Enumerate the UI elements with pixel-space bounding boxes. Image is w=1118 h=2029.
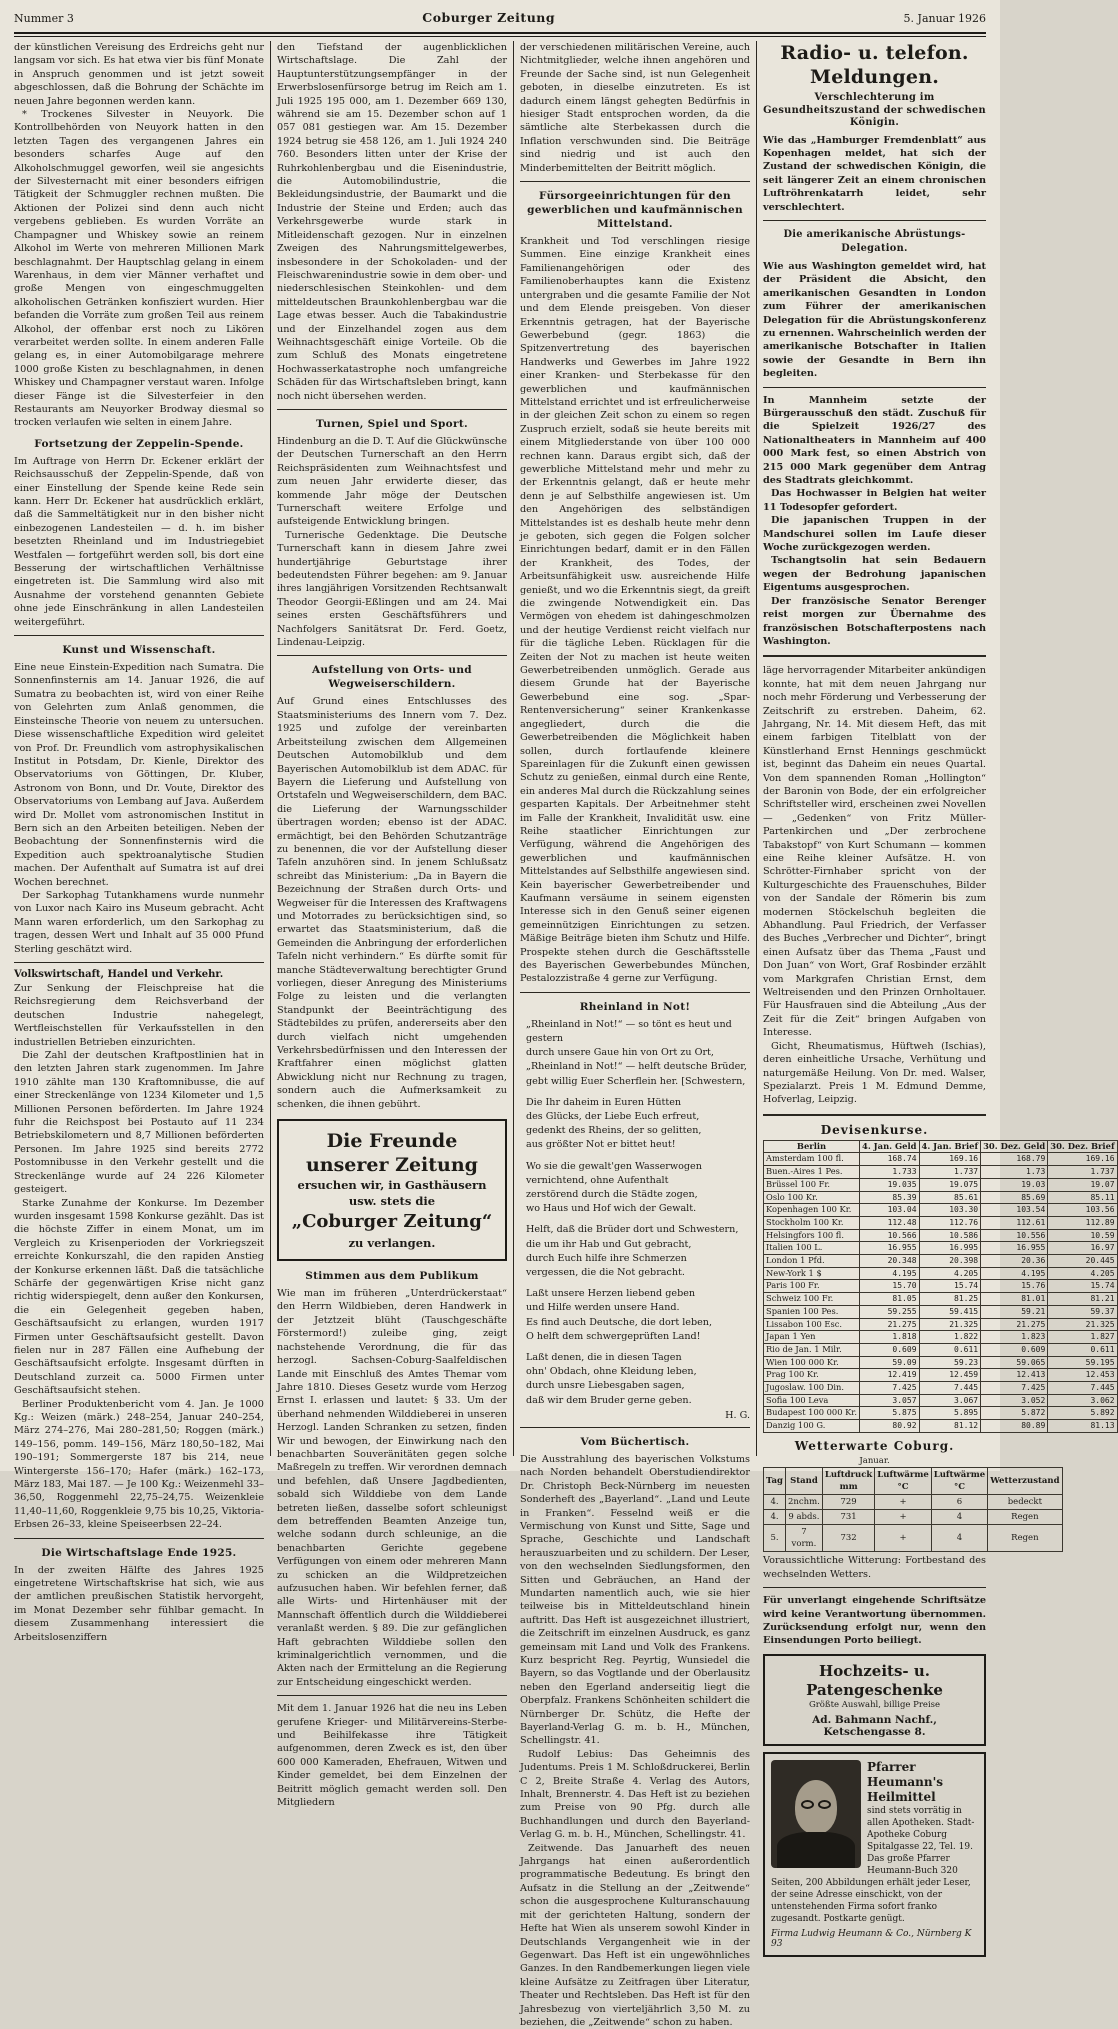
weather-header-cell: Luftdruck mm — [822, 1468, 874, 1495]
article-intro: der künstlichen Vereisung des Erdreichs geht nur langsam vor sich. Es hat etwa vier bis fünf Monate in Anspruch genommen und ist jetzt soweit abgeschlossen, daß die Bohrung der Schächte im neuen Jahre begonnen werden kann. — [14, 42, 264, 107]
divider — [763, 1587, 986, 1588]
fx-rate: 1.827 — [1048, 1331, 1117, 1344]
weather-header-cell: Luftwärme °C — [931, 1468, 987, 1495]
weather-month: Januar. — [859, 1455, 890, 1466]
fx-rate: 4.205 — [1048, 1267, 1117, 1280]
weather-cell: 7 vorm. — [785, 1525, 822, 1552]
divider — [520, 181, 750, 182]
fx-rate: 81.13 — [1048, 1420, 1117, 1433]
poem-line: vergessen, die die Not gebracht. — [525, 1267, 685, 1279]
stanza-gap — [526, 1089, 750, 1096]
fx-rate: 1.822 — [919, 1331, 981, 1344]
article-kraftpost: Die Zahl der deutschen Kraftpostlinien hat in den letzten Jahren stark zugenommen. Im Jahre 1910 zählte man 130 Kraftomnibusse, die auf einer Streckenlänge von 1234 Kilometer und 1,5 Millionen Personen beförderten. Im Jahre 1924 fuhr die Reichspost bei Postauto auf 11 234 Betriebskilometern und 8,7 Millionen beförderten Personen. Im Jahre 1925 sind bereits 2772 Postomnibusse in den Verkehr gestellt und die Streckenlänge wurde auf 24 226 Kilometer gesteigert. — [14, 1050, 264, 1196]
column-4 — [757, 41, 1115, 1950]
fx-rate: 1.823 — [981, 1331, 1048, 1344]
radio-news-title: Radio- u. telefon. Meldungen. — [780, 42, 969, 88]
article-sterbekasse: Mit dem 1. Januar 1926 hat die neu ins Leben gerufene Krieger- und Militärvereins-Sterbe- und Beihilfekasse ihre Tätigkeit aufgenommen, deren Zweck es ist, den über 600 000 Kameraden, Ehefrauen, Witwen und Kinder gemeldet, bei dem Einzelnen der Beitritt möglich gemacht werden soll. Den Mitgliedern — [276, 1703, 507, 1809]
poem-line: zerstörend durch die Städte zogen, — [525, 1189, 698, 1201]
fx-rate: 15.76 — [981, 1280, 1048, 1293]
weather-header-cell: Luftwärme °C — [875, 1468, 931, 1495]
fx-row — [764, 1318, 1118, 1331]
issue-date: 5. Januar 1926 — [903, 12, 986, 25]
heading-kunst: Kunst und Wissenschaft. — [62, 644, 216, 657]
weather-cell: 6 — [931, 1495, 987, 1510]
fx-rate: 19.075 — [919, 1178, 981, 1191]
fx-currency: Danzig 100 G. — [764, 1420, 860, 1433]
poem-signature: H. G. — [725, 1409, 751, 1421]
fx-currency: Buen.-Aires 1 Pes. — [764, 1166, 860, 1179]
fx-rate: 103.30 — [919, 1204, 981, 1217]
fx-rate: 10.59 — [1048, 1229, 1117, 1242]
fx-rate: 5.875 — [860, 1407, 920, 1420]
fx-rate: 169.16 — [1048, 1153, 1117, 1166]
fx-rate: 81.01 — [981, 1293, 1048, 1306]
fx-rate: 112.61 — [981, 1216, 1048, 1229]
fx-row — [764, 1280, 1118, 1293]
fx-rate: 4.205 — [919, 1267, 981, 1280]
divider — [520, 992, 750, 993]
weather-cell: 4. — [764, 1510, 786, 1525]
fx-rate: 168.79 — [981, 1153, 1048, 1166]
fx-row — [764, 1420, 1118, 1433]
poem-rheinland — [520, 1018, 750, 1408]
fx-currency: Lissabon 100 Esc. — [764, 1318, 860, 1331]
poem-line: „Rheinland in Not!“ — helft deutsche Brüder, — [525, 1061, 747, 1073]
fx-rate: 103.54 — [981, 1204, 1048, 1217]
fx-rate: 1.737 — [919, 1166, 981, 1179]
poem-line: Wo sie die gewalt'gen Wasserwogen — [525, 1160, 702, 1172]
poem-line: gebt willig Euer Scherflein her. [Schwestern, — [525, 1075, 746, 1087]
fx-rate: 21.325 — [919, 1318, 981, 1331]
fx-rate: 3.067 — [919, 1394, 981, 1407]
weather-title: Wetterwarte Coburg. — [794, 1438, 955, 1453]
weather-cell: 5. — [764, 1525, 786, 1552]
article-arbeitslos: den Tiefstand der augenblicklichen Wirtschaftslage. Die Zahl der Hauptunterstützungsempfänger in der Erwerbslosenfürsorge betrug im Reich am 1. Juli 1925 195 000, am 1. Dezember 669 130, während sie am 15. Dezember schon auf 1 057 081 gestiegen war. Am 15. Dezember 1924 betrug sie 458 126, am 1. Juli 1924 240 760. Besonders litten unter der Krise der Ruhrkohlenbergbau und die Eisenindustrie, die Automobilindustrie, die Bekleidungsindustrie, der Baumarkt und die Industrie der Steine und Erden; auch das Verkehrsgewerbe wurde stark in Mitleidenschaft gezogen. Nur in einzelnen Zweigen des Nahrungsmittelgewerbes, insbesondere in der Schokoladen- und der Fleischwarenindustrie sowie in dem ober- und niederschlesischen Steinkohlen- und dem mitteldeutschen Braunkohlenbergbau war die Lage etwas besser. Auch die Tabakindustrie und der Einzelhandel zogen aus dem Weihnachtsgeschäft einige Vorteile. Ob die zum Schluß des Monats eingetretene Hochwasserkatastrophe noch umfangreiche Schäden für das Wirtschaftsleben bringt, kann noch nicht übersehen werden. — [276, 42, 507, 402]
fx-header-cell: 30. Dez. Geld — [981, 1140, 1048, 1153]
fx-currency: Brüssel 100 Fr. — [764, 1178, 860, 1191]
fx-currency: Helsingfors 100 fl. — [764, 1229, 860, 1242]
fx-rate: 112.76 — [919, 1216, 981, 1229]
fx-rate: 7.445 — [919, 1382, 981, 1395]
fx-rate: 59.21 — [981, 1305, 1048, 1318]
fx-rate: 59.195 — [1048, 1356, 1117, 1369]
fx-rate: 81.12 — [919, 1420, 981, 1433]
fx-row — [764, 1343, 1118, 1356]
poem-line: O helft dem schwergeprüften Land! — [525, 1330, 701, 1342]
fx-rate: 168.74 — [860, 1153, 920, 1166]
divider — [763, 220, 986, 221]
fx-rate: 1.73 — [981, 1166, 1048, 1179]
fx-row — [764, 1305, 1118, 1318]
poem-line: aus größter Not er bittet heut! — [525, 1139, 676, 1151]
fx-currency: London 1 Pfd. — [764, 1255, 860, 1268]
fx-rate: 15.74 — [1048, 1280, 1117, 1293]
poem-line: die um ihr Hab und Gut gebracht, — [525, 1238, 692, 1250]
fx-row — [764, 1356, 1118, 1369]
heading-koenigin: Verschlechterung im Gesundheitszustand der schwedischen Königin. — [763, 92, 986, 128]
poem-line: „Rheinland in Not!“ — so tönt es heut und gestern — [525, 1018, 732, 1045]
fx-header-cell: 4. Jan. Geld — [860, 1140, 920, 1153]
fx-table — [763, 1140, 1118, 1433]
divider — [277, 1695, 507, 1696]
masthead: Coburger Zeitung — [422, 10, 556, 25]
fx-currency: Jugoslaw. 100 Din. — [764, 1382, 860, 1395]
divider — [763, 655, 986, 657]
fx-rate: 1.737 — [1048, 1166, 1117, 1179]
article-schilder: Auf Grund eines Entschlusses des Staatsministeriums des Innern vom 7. Dez. 1925 und zufolge der vereinbarten Arbeitsteilung zwischen dem Allgemeinen Deutschen Automobilklub und dem Bayerischen Automobilklub ist dem ADAC. für Bayern die Lieferung und Aufstellung von Ortstafeln und Wegweiserschildern, dem BAC. die Lieferung der Warnungsschilder übertragen worden; ebenso ist der ADAC. ermächtigt, bei den Behörden Schutzanträge zu benennen, die vor der Aufstellung dieser Tafeln anzuhören sind. In jenem Schlußsatz schreibt das Ministerium: „Da in Bayern die Bezeichnung der Straßen durch Orts- und Wegweiser für die Interessen des Kraftwagens und Motorrades zu berücksichtigen sind, so erwartet das Staatsministerium, daß die Gemeinden die Anbringung der erforderlichen Tafeln nicht verhindern.“ Es dürfte somit für manche Städteverwaltung berechtigter Grund vorliegen, dieser Anregung des Ministeriums Folge zu leisten und die verlangten Standpunkt der Beeinträchtigung des Städtebildes zu prüfen, andererseits aber den durch vielfach nicht umgehenden Verkehrsbedürfnissen und den Interessen der Kraftfahrer einen möglichst glatten Abwicklung nicht nur Rechnung zu tragen, sondern auch die Aufmerksamkeit zu schenken, die ihnen gebührt. — [276, 696, 507, 1110]
poem-line: durch Euch hilfe ihre Schmerzen — [525, 1252, 687, 1264]
weather-table — [763, 1467, 1063, 1552]
heading-volkswirtschaft: Volkswirtschaft, Handel und Verkehr. — [14, 969, 224, 980]
fx-rate: 103.56 — [1048, 1204, 1117, 1217]
fx-row — [764, 1242, 1118, 1255]
fx-rate: 3.052 — [981, 1394, 1048, 1407]
article-gedenktage: Turnerische Gedenktage. Die Deutsche Turnerschaft kann in diesem Jahre zwei hundertjährige Geburtstage ihrer bedeutendsten Führer begehen: am 9. Januar ihres langjährigen Vorsitzenden Rechtsanwalt Theodor Georgii-Eßlingen und am 24. Mai seines ersten Geschäftsführers und Nachfolgers Sanitätsrat Dr. Ferd. Goetz, Lindenau-Leipzig. — [276, 529, 507, 649]
fx-rate: 103.04 — [860, 1204, 920, 1217]
ad-bahmann-sub: Größte Auswahl, billige Preise — [808, 1699, 941, 1710]
fx-rate: 81.05 — [860, 1293, 920, 1306]
fx-rate: 80.92 — [860, 1420, 920, 1433]
poem-line: und Hilfe werden unsere Hand. — [525, 1302, 680, 1314]
fx-rate: 59.255 — [860, 1305, 920, 1318]
fx-rate: 85.61 — [919, 1191, 981, 1204]
divider — [14, 1538, 264, 1539]
fx-row — [764, 1394, 1118, 1407]
poem-line: wo Haus und Hof wich der Gewalt. — [525, 1203, 697, 1215]
columns — [14, 41, 1115, 2028]
article-hochwasser: Das Hochwasser in Belgien hat weiter 11 Todesopfer gefordert. — [763, 488, 987, 513]
weather-cell: 2nchm. — [785, 1495, 822, 1510]
article-daheim: läge hervorragender Mitarbeiter ankündigen konnte, hat mit dem neuen Jahrgang nur noch mehr Förderung und Verbesserung der Zeitschrift zu erstreben. Daheim, 62. Jahrgang, Nr. 14. Mit diesem Heft, das mit einem farbigen Titelblatt von der Künstlerhand Ernst Hennings geschmückt ist, beginnt das Daheim ein neues Quartal. Von dem spannenden Roman „Hollington“ der Baronin von Bode, der ein erfolgreicher Schriftsteller wird, erscheinen zwei Novellen — „Gedenken“ von Fritz Müller-Partenkirchen und „Der zerbrochene Tabakstopf“ von Kurt Schumann — kommen eine Reihe kleiner Aufsätze. H. von Schrötter-Firnhaber spricht von der Kulturgeschichte des Frauenschuhes, Bilder von der Sandale der Römerin bis zum modernen Stöckelschuh begleiten die Abhandlung. Paul Friedrich, der Verfasser des Buches „Verbrecher und Dichter“, bringt einen Aufsatz über das Thema „Faust und Don Juan“ von Wort, Graf Rosbinder erzählt vom Markgrafen Christian Ernst, dem Weltreisenden und den Prinzen Ornholtauer. Für Hausfrauen sind die Abteilung „Aus der Zeit für die Zeit“ bringen Aufgaben von Interesse. — [763, 665, 987, 1039]
ad-heumann-text: sind stets vorrätig in allen Apotheken. Stadt-Apotheke Coburg Spitalgasse 22, Tel. 19. Das große Pfarrer Heumann-Buch 320 Seiten, 200 Abbildungen erhält jeder Leser, der seine Adresse einschickt, von der untenstehenden Firma sofort franko zugesandt. Postkarte genügt. — [771, 1806, 975, 1925]
fx-rate: 16.955 — [860, 1242, 920, 1255]
fx-rate: 10.586 — [919, 1229, 981, 1242]
article-verein: der verschiedenen militärischen Vereine, auch Nichtmitglieder, welche ihnen angehören und Freunde der Sache sind, ist nun Gelegenheit geboten, in dieselbe einzutreten. Es ist dadurch einem längst gehegten Bedürfnis in hiesiger Stadt entsprochen worden, da die sämtliche alte Sterbekassen durch die Inflation verschwunden sind. Die Beiträge sind niedrig und ist auch den Minderbemittelten der Beitritt möglich. — [519, 42, 751, 174]
fx-currency: Rio de Jan. 1 Milr. — [764, 1343, 860, 1356]
fx-rate: 20.445 — [1048, 1255, 1117, 1268]
article-fuersorge: Krankheit und Tod verschlingen riesige Summen. Eine einzige Krankheit eines Familienangehörigen oder des Familienoberhauptes kann die Existenz untergraben und die gesamte Familie der Not und dem Elende preisgeben. Von dieser Erkenntnis getragen, hat der Bayerische Gewerbebund (gegr. 1863) die Spitzenvertretung des bayerischen Handwerks und Gewerbes im Jahre 1922 einer Kranken- und Sterbekasse für den gewerblichen und kaufmännischen Mittelstand errichtet und ist erfreulicherweise in der gleichen Zeit schon zu einem so regen Zuspruch erzielt, sodaß sie heute bereits mit einem Mitgliederstande von über 100 000 rechnen kann. Daraus ergibt sich, daß der gewerbliche Mittelstand mehr und mehr zu der Erkenntnis gelangt, daß er heute mehr denn je auf Selbsthilfe angewiesen ist. Um den Angehörigen des selbständigen Mittelstandes ist es deshalb heute mehr denn je geboten, sich gegen die Folgen solcher Einrichtungen bedarf, damit er in den Fällen der Krankheit, des Todes, der Arbeitsunfähigkeit usw. ausreichende Hilfe genießt, und wo die Erkenntnis siegt, da greift die zwingende Notwendigkeit ein. Das Vermögen von ehedem ist dahingeschmolzen und der heutige Verdienst reicht vielfach nur für die tägliche Leben. Rücklagen für die Zeiten der Not zu machen ist heute weiten Gewerbetreibenden unmöglich. Gerade aus diesem Grunde hat der Bayerische Gewerbebund eine sog. „Spar-Rentenversicherung“ seiner Krankenkasse angegliedert, durch die die Gewerbetreibenden die Möglichkeit haben sollen, durch fortlaufende kleinere Spareinlagen für die Zukunft einen gewissen Schutz zu genießen, einmal durch eine Rente, ein anderes Mal durch die Rückzahlung seines gesparten Kapitals. Der Arbeitnehmer steht im Falle der Krankheit, Invalidität usw. eine Reihe staatlicher Einrichtungen zur Verfügung, während die Angehörigen des gewerblichen und kaufmännischen Mittelstandes auf Selbsthilfe angewiesen sind. Kein bayerischer Gewerbetreibender und Kaufmann versäume in seinem eigensten Interesse sich in den Genuß seiner eigenen gemeinnützigen Einrichtungen zu setzen. Mäßige Beiträge bieten ihm Schutz und Hilfe. Prospekte stehen durch die Geschäftsstelle des Bayerischen Gewerbebundes München, Pestalozzistraße 4 gerne zur Verfügung. — [519, 236, 751, 985]
fx-currency: Wien 100 000 Kr. — [764, 1356, 860, 1369]
poem-line: Die Ihr daheim in Euren Hütten — [525, 1096, 682, 1108]
fx-currency: Italien 100 L. — [764, 1242, 860, 1255]
heading-buechertisch: Vom Büchertisch. — [580, 1435, 690, 1448]
divider — [763, 1114, 986, 1116]
header-rule — [14, 32, 986, 37]
weather-cell: 9 abds. — [785, 1510, 822, 1525]
ad-heumann — [763, 1752, 986, 1957]
page-header — [14, 10, 986, 30]
fx-row — [764, 1204, 1118, 1217]
article-delegation: Wie aus Washington gemeldet wird, hat der Präsident die Absicht, den amerikanischen Gesandten in London zum Führer der amerikanischen Delegation für die Abrüstungskonferenz zu ernennen. Wahrscheinlich werden der amerikanische Botschafter in Italien sowie der Gesandte in Bern ihn begleiten. — [763, 260, 987, 380]
ad-freunde-headline: Die Freunde unserer Zeitung — [305, 1130, 478, 1177]
fx-currency: Oslo 100 Kr. — [764, 1191, 860, 1204]
heading-fuersorge: Fürsorgeeinrichtungen für den gewerblichen und kaufmännischen Mittelstand. — [527, 190, 743, 231]
heading-wirtschaftslage: Die Wirtschaftslage Ende 1925. — [41, 1546, 237, 1559]
fx-rate: 12.413 — [981, 1369, 1048, 1382]
fx-rate: 59.09 — [860, 1356, 920, 1369]
ad-heumann-firm: Firma Ludwig Heumann & Co., Nürnberg K 93 — [771, 1929, 972, 1950]
heading-schilder: Aufstellung von Orts- und Wegweiserschildern. — [311, 664, 472, 691]
fx-rate: 169.16 — [919, 1153, 981, 1166]
fx-rate: 15.70 — [860, 1280, 920, 1293]
fx-rate: 12.419 — [860, 1369, 920, 1382]
article-einstein: Eine neue Einstein-Expedition nach Sumatra. Die Sonnenfinsternis am 14. Januar 1926, die auf Sumatra zu beobachten ist, wird von einer Reihe von Gelehrten zum Anlaß genommen, die Einsteinsche Theorie von neuem zu untersuchen. Diese wissenschaftliche Expedition wird geleitet von Prof. Dr. Freundlich vom astrophysikalischen Institut in Potsdam, Dr. Kienle, Direktor des Observatoriums von Göttingen, Dr. Kluber, Astronom von Bonn, und Dr. Voute, Direktor des Observatoriums von Lembang auf Java. Außerdem wird Dr. Mollet vom astronomischen Institut in Bern sich an den Arbeiten beteiligen. Neben der Beobachtung der Sonnenfinsternis wird die Expedition auch spektroanalytische Studien machen. Der Aufenthalt auf Sumatra ist auf drei Wochen berechnet. — [14, 662, 264, 888]
fx-rate: 1.818 — [860, 1331, 920, 1344]
weather-header-cell: Wetterzustand — [988, 1468, 1062, 1495]
page-number: Nummer 3 — [14, 12, 74, 25]
fx-row — [764, 1178, 1118, 1191]
fx-currency: Prag 100 Kr. — [764, 1369, 860, 1382]
fx-rate: 7.445 — [1048, 1382, 1117, 1395]
fx-rate: 0.611 — [1048, 1343, 1117, 1356]
fx-rate: 10.566 — [860, 1229, 920, 1242]
column-2 — [271, 41, 513, 1809]
poem-line: des Glücks, der Liebe Euch erfreut, — [525, 1111, 700, 1123]
stanza-gap — [526, 1344, 750, 1351]
fx-rate: 12.459 — [919, 1369, 981, 1382]
fx-row — [764, 1407, 1118, 1420]
fx-rate: 16.97 — [1048, 1242, 1117, 1255]
article-fleisch: Zur Senkung der Fleischpreise hat die Reichsregierung dem Reichsverband der deutschen Industrie nahegelegt, Wertfleischstellen für Verkaufsstellen in den industriellen Betrieben einzurichten. — [14, 983, 264, 1048]
fx-rate: 59.37 — [1048, 1305, 1117, 1318]
fx-rate: 0.609 — [981, 1343, 1048, 1356]
fx-header-cell: 4. Jan. Brief — [919, 1140, 981, 1153]
divider — [277, 655, 507, 656]
fx-row — [764, 1255, 1118, 1268]
article-hindenburg: Hindenburg an die D. T. Auf die Glückwünsche der Deutschen Turnerschaft an den Herrn Reichspräsidenten zum Weihnachtsfest und zum neuen Jahr erwiderte dieser, das kommende Jahr möge der Deutschen Turnerschaft weitere Erfolge und aufsteigende Entwicklung bringen. — [276, 435, 507, 528]
fx-header-cell: 30. Dez. Brief — [1048, 1140, 1117, 1153]
weather-cell: 4 — [931, 1525, 987, 1552]
column-3 — [514, 41, 756, 2028]
weather-row — [764, 1525, 1063, 1552]
divider — [14, 635, 264, 636]
article-produkten: Berliner Produktenbericht vom 4. Jan. Je 1000 Kg.: Weizen (märk.) 248–254, Januar 240–254, März 274–276, Mai 280–281,50; Roggen (märk.) 149–156, pomm. 149–156, März 180,50–182, Mai 190–191; Sommergerste 187 bis 214, neue Wintergerste 156–170; Hafer (märk.) 162–173, März 183, Mai 187. — Je 100 Kg.: Weizenmehl 33–36,50, Roggenmehl 22,75–24,75. Weizenkleie 11,40–11,60, Roggenkleie 9,75 bis 10,25, Viktoria-Erbsen 26–33, kleine Speiseerbsen 22–24. — [14, 1398, 264, 1531]
fx-rate: 81.21 — [1048, 1293, 1117, 1306]
fx-row — [764, 1166, 1118, 1179]
fx-rate: 4.195 — [981, 1267, 1048, 1280]
article-koenigin: Wie das „Hamburger Fremdenblatt“ aus Kopenhagen meldet, hat sich der Zustand der schwedischen Königin, die seit längerer Zeit an einem chronischen Luftröhrenkatarrh leidet, sehr verschlechtert. — [763, 134, 987, 213]
ad-freunde-text: ersuchen wir, in Gasthäusern usw. stets die — [297, 1178, 487, 1209]
fx-currency: New-York 1 $ — [764, 1267, 860, 1280]
weather-cell: + — [875, 1525, 931, 1552]
poem-line: ohn' Obdach, ohne Kleidung leben, — [525, 1366, 697, 1378]
ad-freunde-cta: zu verlangen. — [348, 1236, 436, 1251]
fx-rate: 1.733 — [860, 1166, 920, 1179]
fx-rate: 19.07 — [1048, 1178, 1117, 1191]
poem-line: daß wir dem Bruder gerne geben. — [525, 1394, 692, 1406]
poem-line: durch unsre Liebesgaben sagen, — [525, 1380, 685, 1392]
stanza-gap — [526, 1280, 750, 1287]
weather-cell: 729 — [822, 1495, 874, 1510]
fx-rate: 5.895 — [919, 1407, 981, 1420]
fx-rate: 59.415 — [919, 1305, 981, 1318]
fx-rate: 5.872 — [981, 1407, 1048, 1420]
fx-currency: Stockholm 100 Kr. — [764, 1216, 860, 1229]
fx-rate: 85.39 — [860, 1191, 920, 1204]
fx-rate: 20.398 — [919, 1255, 981, 1268]
stanza-gap — [526, 1216, 750, 1223]
weather-cell: + — [875, 1510, 931, 1525]
article-tutankhamun: Der Sarkophag Tutankhamens wurde nunmehr von Luxor nach Kairo ins Museum gebracht. Acht Mann waren erforderlich, um den Sarkophag zu tragen, dessen Wert und Inhalt auf 35 000 Pfund Sterling geschätzt wird. — [14, 889, 264, 955]
fx-rate: 21.275 — [860, 1318, 920, 1331]
fx-rate: 16.995 — [919, 1242, 981, 1255]
fx-row — [764, 1293, 1118, 1306]
fx-rate: 10.556 — [981, 1229, 1048, 1242]
article-tschangtsolin: Tschangtsolin hat sein Bedauern wegen der Bedrohung japanischen Eigentums ausgesprochen. — [763, 555, 987, 594]
fx-title: Devisenkurse. — [820, 1122, 929, 1137]
fx-rate: 85.69 — [981, 1191, 1048, 1204]
poem-line: Es find auch Deutsche, die dort leben, — [525, 1316, 713, 1328]
column-1 — [14, 41, 270, 1643]
fx-rate: 85.11 — [1048, 1191, 1117, 1204]
ad-bahmann-title: Hochzeits- u. Patengeschenke — [806, 1661, 943, 1699]
poem-line: durch unsere Gaue hin von Ort zu Ort, — [525, 1047, 714, 1059]
weather-cell: Regen — [988, 1525, 1062, 1552]
fx-rate: 15.74 — [919, 1280, 981, 1293]
heading-turnen: Turnen, Spiel und Sport. — [315, 417, 468, 430]
weather-cell: 4 — [931, 1510, 987, 1525]
weather-row — [764, 1495, 1063, 1510]
poem-line: gedenkt des Rheins, der so gelitten, — [525, 1125, 702, 1137]
article-stimmen: Wie man im früheren „Unterdrückerstaat“ den Herrn Wildbieben, deren Handwerk in der Jetztzeit blüht (Tauschgeschäfte Förstermord!) zuleibe ging, zeigt nachstehende Verordnung, die für das herzogl. Sachsen-Coburg-Saalfeldischen Lande mit Einschluß des Amtes Themar vom Jahre 1810. Dieses Gesetz wurde vom Herzog Ernst I. erlassen und lautet: § 33. Um der überhand nehmenden Wilddieberei in unseren Herzogl. Landen Schranken zu setzen, finden Wir und bewogen, der Einwirkung nach den benachbarten Souveränitäten gegen solche Maßregeln zu treffen. Wir verordnen demnach und befehlen, daß Unsere Jagdbedienten, sobald sich Wilddiebe von dem Lande betreten ließen, dasselbe sofort schleunigst dem betreffenden Beamten Anzeige tun, welche sodann durch schleunige, an die benachbarten Gerichte gegebene Verfügungen von einem oder mehreren Mann zu schicken an die Wildpretzeichen aufzusuchen haben. Wir befehlen ferner, daß alle Wirts- und Hirtenhäuser mit der Mannschaft öffentlich durch die Wilddieberei veranlaßt werden. § 89. Die zur gefänglichen Haft gebrachten Wilddiebe sollen den kriminalgerichtlich vernommen, und die Akten nach der Ermittelung an die Regierung zur Entscheidung eingeschickt werden. — [276, 1288, 507, 1688]
article-wirtschaftslage: In der zweiten Hälfte des Jahres 1925 eingetretene Wirtschaftskrise hat sich, wie aus der amtlichen preußischen Statistik hervorgeht, im Monat Dezember sehr fühlbar gemacht. In diesem Zusammenhang interessiert die Arbeitslosenziffern — [14, 1564, 264, 1643]
article-konkurse: Starke Zunahme der Konkurse. Im Dezember wurden insgesamt 1598 Konkurse gezählt. Das ist die höchste Ziffer in einem Monat, um im Vergleich zu Krisenperioden der Vorkriegszeit erreichte Konkurszahl, die den rapiden Anstieg der Konkurse erkennen läßt. Daß die tatsächliche Schärfe der gegenwärtigen Krise nicht ganz richtig widerspiegelt, denn außer den Konkursen, die ein Gelegenheit gegeben haben, Geschäftsaufsicht zu erlangen, wurden 1917 Firmen unter Geschäftsaufsicht gestellt. Davon fielen nur in 287 Fällen eine Aufhebung der Geschäftsaufsicht erfolgte. Insgesamt dürften in Deutschland zurzeit ca. 5000 Firmen unter Geschäftsaufsicht stehen. — [14, 1197, 264, 1397]
article-mannheim: In Mannheim setzte der Bürgerausschuß den städt. Zuschuß für die Spielzeit 1926/27 des Nationaltheaters in Mannheim auf 400 000 Mark fest, so einen Abstrich von 215 000 Mark gegenüber dem Antrag des Stadtrats gleichkommt. — [763, 394, 987, 487]
ad-bahmann — [763, 1654, 986, 1747]
weather-header-cell: Stand — [785, 1468, 822, 1495]
fx-rate: 112.89 — [1048, 1216, 1117, 1229]
fx-rate: 19.03 — [981, 1178, 1048, 1191]
fx-rate: 80.89 — [981, 1420, 1048, 1433]
ad-bahmann-name: Ad. Bahmann Nachf., Ketschengasse 8. — [812, 1714, 937, 1739]
fx-rate: 59.23 — [919, 1356, 981, 1369]
fx-rate: 112.48 — [860, 1216, 920, 1229]
article-zeitwende: Zeitwende. Das Januarheft des neuen Jahrgangs hat einen außerordentlich programmatische Bedeutung. Es bringt den Aufsatz in die Stellung an der „Zeitwende“ schon die ausgesprochene Kulturanschauung mit der gerichteten Haltung, sondern der Hefte hat Wien als unserem sowohl Kinder in Deutschlands Vergangenheit wie in der Gegenwart. Das Heft ist ein ungewöhnliches Ganzes. In den Randbemerkungen liegen viele kleine Aufsätze zu Zeitfragen über Literatur, Theater und Rechtsleben. Das Heft ist für den Jahresbezug von vierteljährlich 3,50 M. zu beziehen, die „Zeitwende“ schon zu haben. — [519, 1842, 751, 2028]
poem-line: Laßt unsere Herzen liebend geben — [525, 1288, 696, 1300]
weather-cell: + — [875, 1495, 931, 1510]
weather-body — [764, 1495, 1063, 1552]
ad-freunde — [277, 1119, 507, 1261]
fx-rate: 21.275 — [981, 1318, 1048, 1331]
ad-freunde-paper: „Coburger Zeitung“ — [291, 1211, 493, 1233]
article-japan: Die japanischen Truppen in der Mandschurei sollen im Laufe dieser Woche zurückgezogen werden. — [763, 515, 987, 554]
fx-rate: 0.609 — [860, 1343, 920, 1356]
portrait-image — [771, 1760, 861, 1868]
fx-rate: 20.348 — [860, 1255, 920, 1268]
weather-cell: 732 — [822, 1525, 874, 1552]
fx-header-cell: Berlin — [764, 1140, 860, 1153]
fx-row — [764, 1331, 1118, 1344]
article-gicht: Gicht, Rheumatismus, Hüftweh (Ischias), deren einheitliche Ursache, Verhütung und naturgemäße Heilung. Von Dr. med. Walser, Spezialarzt. Preis 1 M. Edmund Demme, Hofverlag, Leipzig. — [763, 1040, 987, 1106]
fx-rate: 7.425 — [860, 1382, 920, 1395]
stanza-gap — [526, 1153, 750, 1160]
fx-rate: 3.062 — [1048, 1394, 1117, 1407]
fx-rate: 21.325 — [1048, 1318, 1117, 1331]
divider — [14, 962, 264, 963]
article-silvester: * Trockenes Silvester in Neuyork. Die Kontrollbehörden von Neuyork hatten in den letzten Tagen des vergangenen Jahres ein besonders scharfes Auge auf den Alkoholschmuggel geworfen, weil sie angesichts der Silvesternacht mit einer besonders eifrigen Tätigkeit der Schmuggler rechnen mußten. Die Aktionen der Polizei sind denn auch nicht vergebens geblieben. Es wurden Vorräte an Champagner und Whiskey sowie an reinem Alkohol im Werte von mehreren Millionen Mark beschlagnahmt. Der Hauptschlag gelang in einem Warenhaus, in dem vier Männer verhaftet und große Mengen von eingeschmuggelten alkoholischen Getränken konfisziert wurden. Hier befanden die Vorräte zum großen Teil aus reinem Alkohol, der offenbar erst noch zu Likören verarbeitet werden sollte. In einem anderen Falle gelang es, in einer Automobilgarage mehrere 1000 große Kisten zu beschlagnahmen, in denen Whiskey und Champagner verstaut waren. Infolge dieser Fänge ist die Silvesterfeier in den Restaurants am Neuyorker Brodway diesmal so trocken verlaufen wie selten in einem Jahre. — [14, 109, 264, 429]
fx-rate: 3.057 — [860, 1394, 920, 1407]
fx-currency: Kopenhagen 100 Kr. — [764, 1204, 860, 1217]
poem-line: Laßt denen, die in diesen Tagen — [525, 1352, 682, 1364]
fx-row — [764, 1229, 1118, 1242]
weather-cell: 4. — [764, 1495, 786, 1510]
weather-cell: Regen — [988, 1510, 1062, 1525]
article-zeppelin: Im Auftrage von Herrn Dr. Eckener erklärt der Reichsausschuß der Zeppelin-Spende, daß von einer Einstellung der Spende keine Rede sein kann. Herr Dr. Eckener hat ausdrücklich erklärt, daß die Sammeltätigkeit nur in den bisher nicht einbezogenen Landesteilen — d. h. im bisher besetzten Rheinland und im Industriegebiet Westfalen — fortgeführt werden soll, bis dort eine Besserung der wirtschaftlichen Verhältnisse eingetreten ist. Die Sammlung wird also mit Ausnahme der vorstehend genannten Gebiete ohne jede Einschränkung in allen Landesteilen weitergeführt. — [14, 455, 264, 628]
fx-currency: Schweiz 100 Fr. — [764, 1293, 860, 1306]
fx-rate: 19.035 — [860, 1178, 920, 1191]
fx-rate: 59.065 — [981, 1356, 1048, 1369]
fx-currency: Spanien 100 Pes. — [764, 1305, 860, 1318]
article-judentum: Rudolf Lebius: Das Geheimnis des Judentums. Preis 1 M. Schloßdruckerei, Berlin C 2, Breite Straße 4. Verlag des Autors, Inhalt, Brennerstr. 4. Das Heft ist zu beziehen zum Preise von 90 Pfg. durch alle Buchhandlungen und durch den Bayerland-Verlag G. m. b. H., München, Schellingstr. 41. — [519, 1748, 751, 1841]
fx-row — [764, 1382, 1118, 1395]
weather-cell: 731 — [822, 1510, 874, 1525]
heading-stimmen: Stimmen aus dem Publikum — [305, 1270, 479, 1283]
fx-row — [764, 1216, 1118, 1229]
fx-rate: 4.195 — [860, 1267, 920, 1280]
fx-row — [764, 1369, 1118, 1382]
heading-rheinland: Rheinland in Not! — [579, 1000, 691, 1013]
fx-header-row — [764, 1140, 1118, 1153]
fx-row — [764, 1267, 1118, 1280]
fx-currency: Sofia 100 Leva — [764, 1394, 860, 1407]
editorial-notice: Für unverlangt eingehende Schriftsätze wird keine Verantwortung übernommen. Zurücksendung erfolgt nur, wenn den Einsendungen Porto beiliegt. — [763, 1595, 987, 1647]
fx-rate: 81.25 — [919, 1293, 981, 1306]
fx-rate: 0.611 — [919, 1343, 981, 1356]
weather-row — [764, 1510, 1063, 1525]
divider — [277, 409, 507, 410]
fx-currency: Amsterdam 100 fl. — [764, 1153, 860, 1166]
article-berenger: Der französische Senator Berenger reist morgen zur Übernahme des französischen Botschafterpostens nach Washington. — [763, 595, 987, 647]
fx-rate: 5.892 — [1048, 1407, 1117, 1420]
fx-body — [764, 1153, 1118, 1432]
poem-line: vernichtend, ohne Aufenthalt — [525, 1174, 669, 1186]
fx-rate: 7.425 — [981, 1382, 1048, 1395]
ad-heumann-title: Pfarrer Heumann's Heilmittel — [867, 1760, 944, 1805]
fx-currency: Japan 1 Yen — [764, 1331, 860, 1344]
heading-delegation: Die amerikanische Abrüstungs-Delegation. — [783, 228, 966, 254]
fx-currency: Budapest 100 000 Kr. — [764, 1407, 860, 1420]
article-buecher: Die Ausstrahlung des bayerischen Volkstums nach Norden behandelt Oberstudiendirektor Dr. Christoph Beck-Nürnberg im neuesten Sonderheft des „Bayerland“. „Land und Leute in Franken“. Fesselnd weiß er die Vermischung von Kunst und Sitte, Sage und Sprache, Geschichte und Landschaft herauszuarbeiten und zu schildern. Der Leser, von den wechselnden Siedlungsformen, den Sitten und Gebräuchen, an Hand der Mundarten namentlich auch, wie sie hier teilweise bis in Mitteldeutschland hinein auftritt. Das Heft ist ausgezeichnet illustriert, die Zeitschrift im einzelnen Ausdruck, es ganz gemeinsam mit Land und Volk des Frankens. Kurz bespricht Reg. Peyrtig, Wunsiedel die Bayern, so das Vogtlande und der Oberlausitz neben den Egerland anderseitig liegt die Oberpfalz. Frankens Schönheiten schildert die Nürnberger Dr. Schütz, die Hefte der Bayerland-Verlag G. m. b. H., München, Schellingstr. 41. — [519, 1453, 751, 1747]
fx-currency: Paris 100 Fr. — [764, 1280, 860, 1293]
weather-header-cell: Tag — [764, 1468, 786, 1495]
weather-header-row — [764, 1468, 1063, 1495]
fx-row — [764, 1153, 1118, 1166]
poem-line: Helft, daß die Brüder dort und Schwestern, — [525, 1224, 739, 1236]
weather-forecast: Voraussichtliche Witterung: Fortbestand des wechselnden Wetters. — [763, 1555, 987, 1580]
weather-cell: bedeckt — [988, 1495, 1062, 1510]
fx-row — [764, 1191, 1118, 1204]
fx-rate: 16.955 — [981, 1242, 1048, 1255]
divider — [763, 387, 986, 388]
fx-rate: 12.453 — [1048, 1369, 1117, 1382]
heading-zeppelin: Fortsetzung der Zeppelin-Spende. — [34, 437, 244, 450]
divider — [520, 1427, 750, 1428]
fx-rate: 20.36 — [981, 1255, 1048, 1268]
